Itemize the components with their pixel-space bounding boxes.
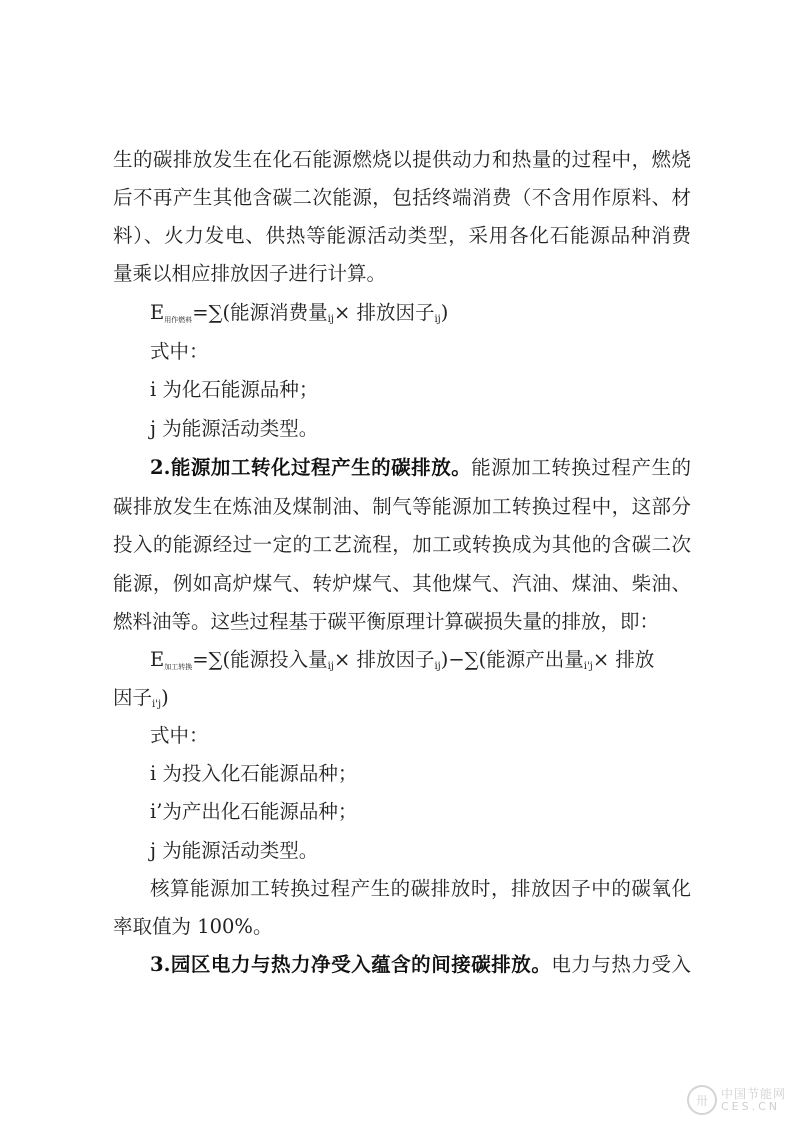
formula-subscript: ij — [327, 314, 334, 325]
formula-text: =∑(能源消费量 — [192, 301, 328, 324]
text-line: 式中： — [150, 724, 209, 747]
text-line: 量乘以相应排放因子进行计算。 — [113, 262, 387, 285]
formula-processing — [150, 648, 691, 672]
formula-symbol: E — [150, 648, 165, 671]
text-line: i 为化石能源品种； — [150, 378, 319, 401]
text-line: 生的碳排放发生在化石能源燃烧以提供动力和热量的过程中，燃烧 — [113, 148, 691, 171]
text-line: i 为投入化石能源品种； — [150, 762, 358, 785]
text-line: j 为能源活动类型。 — [150, 417, 319, 440]
formula-text: × 排放 — [592, 648, 655, 671]
text-line: 碳排放发生在炼油及煤制油、制气等能源加工转换过程中，这部分 — [113, 495, 691, 518]
watermark-text: CES.CN — [720, 1099, 781, 1113]
watermark-text: 中国节能网 — [720, 1086, 786, 1101]
section-2-line — [150, 456, 691, 480]
section-heading: 2.能源加工转化过程产生的碳排放。 — [150, 456, 472, 479]
formula-processing-cont — [113, 686, 691, 710]
formula-text: ) — [161, 686, 169, 709]
text-line: i’为产出化石能源品种； — [150, 800, 358, 823]
formula-subscript: 用作燃料 — [164, 316, 193, 324]
section-heading: 3.园区电力与热力净受入蕴含的间接碳排放。 — [150, 953, 552, 976]
formula-text: ) — [440, 301, 449, 324]
text: 电力与热力受入 — [551, 953, 691, 976]
text-line: 式中： — [150, 340, 209, 363]
text-line: j 为能源活动类型。 — [150, 839, 319, 862]
formula-subscript: 加工转换 — [164, 663, 193, 671]
text-line: 核算能源加工转换过程产生的碳排放时，排放因子中的碳氧化 — [150, 877, 691, 900]
formula-subscript: ij — [434, 314, 441, 325]
formula-subscript: ij — [434, 661, 441, 672]
formula-subscript: i'j — [152, 699, 162, 710]
text-line: 后不再产生其他含碳二次能源，包括终端消费（不含用作原料、材 — [113, 186, 691, 209]
formula-symbol: E — [150, 301, 165, 324]
text-line: 投入的能源经过一定的工艺流程，加工或转换成为其他的含碳二次 — [113, 533, 691, 556]
text-line: 燃料油等。这些过程基于碳平衡原理计算碳损失量的排放，即： — [113, 610, 660, 633]
text-line: 率取值为 100%。 — [113, 915, 273, 938]
formula-subscript: i'j — [583, 661, 593, 672]
watermark-logo — [687, 1085, 786, 1115]
formula-text: × 排放因子 — [333, 301, 435, 324]
formula-text: =∑(能源投入量 — [192, 648, 328, 671]
formula-text: 因子 — [113, 686, 153, 709]
text: 能源加工转换过程产生的 — [471, 456, 691, 479]
section-3-line — [150, 953, 691, 977]
text-line: 料）、火力发电、供热等能源活动类型，采用各化石能源品种消费 — [113, 224, 691, 247]
formula-text: × 排放因子 — [333, 648, 435, 671]
formula-fuel-combustion — [150, 301, 691, 325]
ces-logo-icon: 卅 — [687, 1085, 717, 1115]
formula-text: )−∑(能源产出量 — [440, 648, 584, 671]
formula-subscript: ij — [327, 661, 334, 672]
text-line: 能源，例如高炉煤气、转炉煤气、其他煤气、汽油、煤油、柴油、 — [113, 572, 691, 595]
